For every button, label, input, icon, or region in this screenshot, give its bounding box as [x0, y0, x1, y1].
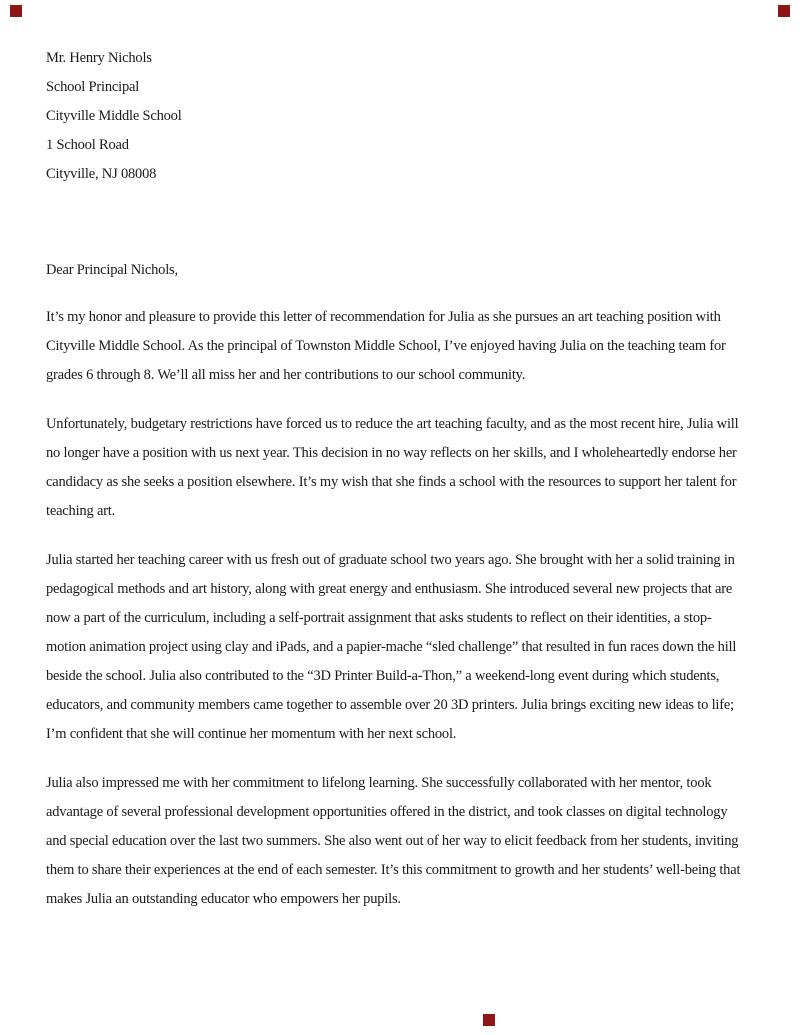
paragraph-commitment: Julia also impressed me with her commitment to lifelong learning. She successfully collaborated with her mentor, took advantage of several professional development opportunities offered in the district, and took classes on digital technology and special education over the last two summers. She also went out of her way to elicit feedback from her students, inviting them to share their experiences at the end of each semester. It’s this commitment to growth and her students’ well-being that makes Julia an outstanding educator who empowers her pupils. [46, 775, 741, 907]
paragraph-context: Unfortunately, budgetary restrictions have forced us to reduce the art teaching faculty, and as the most recent hire, Julia will no longer have a position with us next year. This decision in no way reflects on her skills, and I wholeheartedly endorse her candidacy as she seeks a position elsewhere. It’s my wish that she finds a school with the resources to support her talent for teaching art. [46, 416, 739, 519]
recipient-street-address: 1 School Road [46, 137, 129, 153]
fiducial-marker-bottom-center [483, 1014, 495, 1026]
paragraph-accomplishments: Julia started her teaching career with us fresh out of graduate school two years ago. She brought with her a solid training in pedagogical methods and art history, along with great energy and enthusiasm. She introduced several new projects that are now a part of the curriculum, including a self-portrait assignment that asks students to reflect on their identities, a stop-motion animation project using clay and iPads, and a papier-mache “sled challenge” that resulted in fun races down the hill beside the school. Julia also contributed to the “3D Printer Build-a-Thon,” a weekend-long event during which students, educators, and community members came together to assemble over 20 3D printers. Julia brings exciting new ideas to life; I’m confident that she will continue her momentum with her next school. [46, 552, 737, 742]
fiducial-marker-top-right [778, 5, 790, 17]
recipient-address-block [46, 44, 750, 189]
recipient-organization: Cityville Middle School [46, 108, 182, 124]
salutation: Dear Principal Nichols, [46, 262, 178, 278]
recipient-name: Mr. Henry Nichols [46, 50, 152, 66]
fiducial-marker-top-left [10, 5, 22, 17]
recipient-city-state-zip: Cityville, NJ 08008 [46, 166, 157, 182]
paragraph-introduction: It’s my honor and pleasure to provide this letter of recommendation for Julia as she pursues an art teaching position with Cityville Middle School. As the principal of Townston Middle School, I’ve enjoyed having Julia on the teaching team for grades 6 through 8. We’ll all miss her and her contributions to our school community. [46, 309, 726, 383]
recipient-title: School Principal [46, 79, 140, 95]
